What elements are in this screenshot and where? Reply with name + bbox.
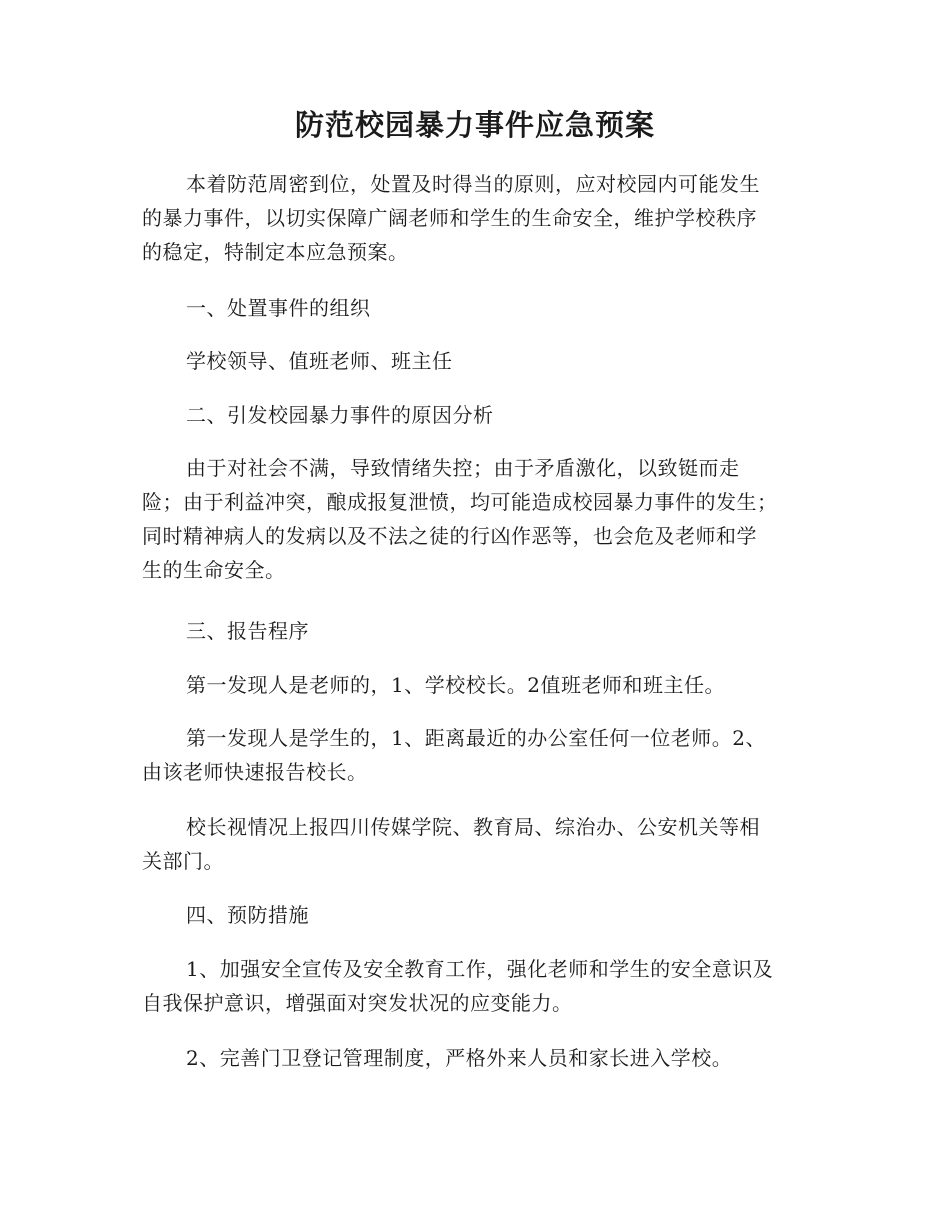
heading-prevention: 四、预防措施 <box>186 903 309 927</box>
document-title: 防范校园暴力事件应急预案 <box>294 108 655 142</box>
paragraph-student-report: 第一发现人是学生的，1、距离最近的办公室任何一位老师。2、 由该老师快速报告校长。 <box>142 726 766 784</box>
paragraph-prevention-2: 2、完善门卫登记管理制度，严格外来人员和家长进入学校。 <box>186 1046 733 1070</box>
heading-organization: 一、处置事件的组织 <box>186 296 371 320</box>
heading-causes: 二、引发校园暴力事件的原因分析 <box>186 403 494 427</box>
paragraph-organization: 学校领导、值班老师、班主任 <box>186 349 453 373</box>
paragraph-causes: 由于对社会不满，导致情绪失控；由于矛盾激化，以致铤而走 险；由于利益冲突，酿成报复泄愤，均可能造成校园暴力事件的发生； 同时精神病人的发病以及不法之徒的行凶作恶等，也会危及老师和学 生的生命安全。 <box>142 456 778 582</box>
paragraph-intro: 本着防范周密到位，处置及时得当的原则，应对校园内可能发生 的暴力事件，以切实保障广阔老师和学生的生命安全，维护学校秩序 的稳定，特制定本应急预案。 <box>142 172 760 264</box>
paragraph-teacher-report: 第一发现人是老师的，1、学校校长。2值班老师和班主任。 <box>186 673 725 697</box>
paragraph-prevention-1: 1、加强安全宣传及安全教育工作，强化老师和学生的安全意识及 自我保护意识，增强面对突发状况的应变能力。 <box>142 957 774 1015</box>
heading-reporting: 三、报告程序 <box>186 619 309 643</box>
paragraph-principal-report: 校长视情况上报四川传媒学院、教育局、综治办、公安机关等相 关部门。 <box>142 815 760 873</box>
